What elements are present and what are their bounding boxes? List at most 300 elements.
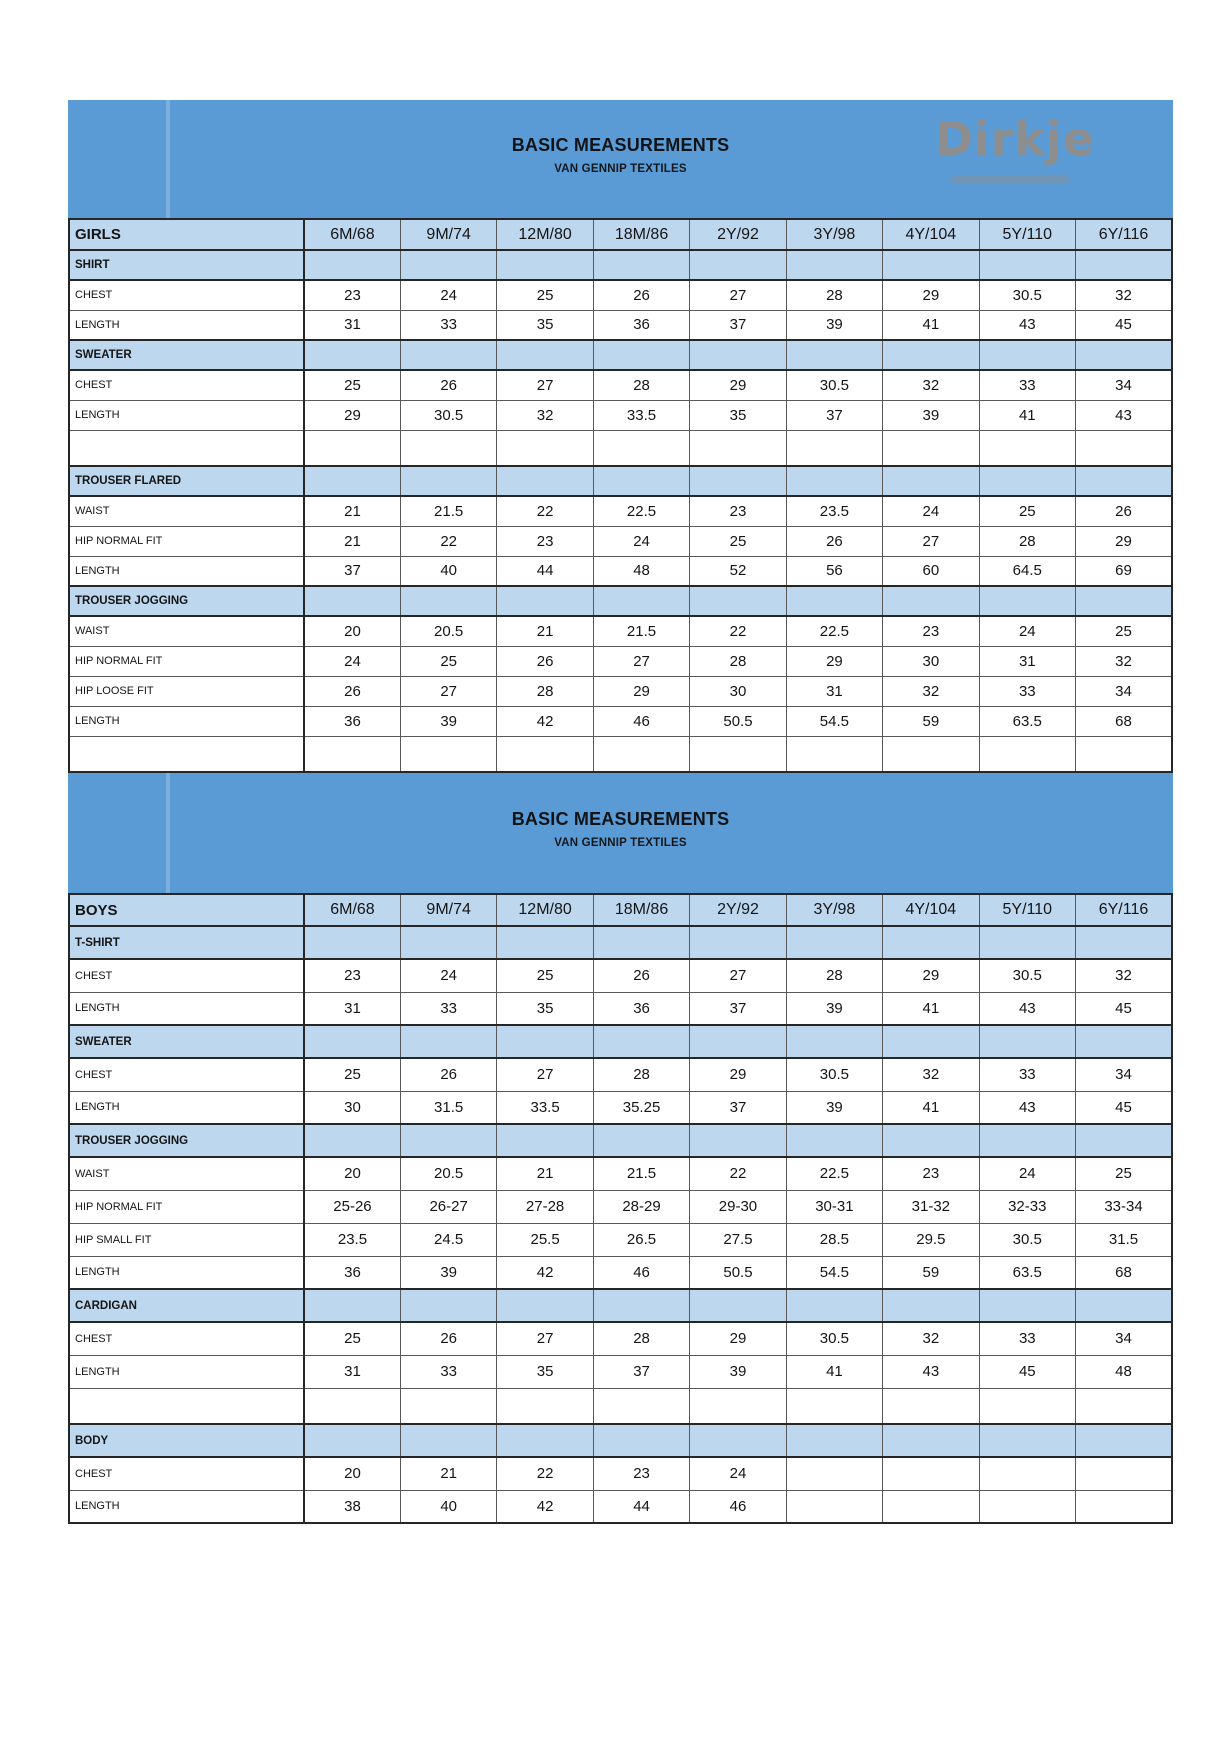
value-cell: 46: [690, 1490, 786, 1523]
table-row: [69, 496, 1172, 526]
table-row: [69, 1124, 1172, 1157]
value-cell: [400, 250, 496, 280]
value-cell: 36: [304, 706, 400, 736]
value-cell: 20.5: [400, 1157, 496, 1190]
value-cell: 28: [497, 676, 593, 706]
size-column-header: 18M/86: [593, 219, 689, 250]
value-cell: 35: [690, 400, 786, 430]
value-cell: [1076, 340, 1173, 370]
value-cell: [1076, 1457, 1173, 1490]
value-cell: 27.5: [690, 1223, 786, 1256]
value-cell: 28: [786, 280, 882, 310]
value-cell: [497, 1025, 593, 1058]
value-cell: [497, 340, 593, 370]
value-cell: 30: [690, 676, 786, 706]
value-cell: 30-31: [786, 1190, 882, 1223]
value-cell: 33: [979, 1058, 1075, 1091]
table-row: [69, 1388, 1172, 1424]
value-cell: [1076, 586, 1173, 616]
measurement-sheet: [68, 100, 1173, 1524]
value-cell: 24: [593, 526, 689, 556]
table-header-row: [69, 219, 1172, 250]
value-cell: [497, 1124, 593, 1157]
value-cell: 37: [304, 556, 400, 586]
value-cell: 23: [593, 1457, 689, 1490]
dirkje-logo: Dirkje: [934, 112, 1095, 166]
boys-size-table: [68, 893, 1173, 1524]
value-cell: [1076, 1424, 1173, 1457]
logo-tagline: [951, 176, 1069, 183]
table-row: [69, 646, 1172, 676]
value-cell: 26: [400, 1322, 496, 1355]
value-cell: [786, 926, 882, 959]
section-label: SWEATER: [69, 340, 304, 370]
value-cell: 33: [400, 310, 496, 340]
value-cell: [786, 736, 882, 772]
value-cell: 29: [786, 646, 882, 676]
table-row: [69, 1091, 1172, 1124]
row-label: CHEST: [69, 1058, 304, 1091]
value-cell: 33: [979, 370, 1075, 400]
value-cell: [593, 1424, 689, 1457]
banner-stripe: [166, 100, 170, 218]
value-cell: 33: [979, 676, 1075, 706]
size-column-header: 12M/80: [497, 894, 593, 926]
row-label: CHEST: [69, 1457, 304, 1490]
value-cell: 68: [1076, 1256, 1173, 1289]
section-label: TROUSER FLARED: [69, 466, 304, 496]
value-cell: 43: [979, 992, 1075, 1025]
value-cell: [786, 1457, 882, 1490]
value-cell: 33.5: [593, 400, 689, 430]
value-cell: 41: [786, 1355, 882, 1388]
value-cell: 26-27: [400, 1190, 496, 1223]
value-cell: 30.5: [786, 1322, 882, 1355]
banner-title: BASIC MEASUREMENTS: [511, 809, 730, 830]
value-cell: 37: [690, 310, 786, 340]
value-cell: 37: [786, 400, 882, 430]
row-label: CHEST: [69, 1322, 304, 1355]
value-cell: [304, 736, 400, 772]
section-label: CARDIGAN: [69, 1289, 304, 1322]
value-cell: 24: [883, 496, 979, 526]
value-cell: [786, 430, 882, 466]
value-cell: 25: [1076, 616, 1173, 646]
row-label: LENGTH: [69, 310, 304, 340]
value-cell: 29: [883, 959, 979, 992]
table-row: [69, 926, 1172, 959]
value-cell: [979, 736, 1075, 772]
row-label: WAIST: [69, 1157, 304, 1190]
value-cell: [400, 1124, 496, 1157]
value-cell: 31: [304, 992, 400, 1025]
value-cell: 21.5: [400, 496, 496, 526]
value-cell: 25: [497, 280, 593, 310]
value-cell: 22.5: [786, 616, 882, 646]
value-cell: 25: [979, 496, 1075, 526]
value-cell: 27: [690, 959, 786, 992]
table-row: [69, 1190, 1172, 1223]
table-row: [69, 1457, 1172, 1490]
value-cell: 29: [883, 280, 979, 310]
value-cell: 60: [883, 556, 979, 586]
value-cell: 29: [690, 1322, 786, 1355]
value-cell: 28: [593, 1322, 689, 1355]
size-column-header: 9M/74: [400, 894, 496, 926]
value-cell: 27: [690, 280, 786, 310]
value-cell: [593, 466, 689, 496]
row-label: LENGTH: [69, 1490, 304, 1523]
value-cell: [400, 430, 496, 466]
value-cell: 37: [593, 1355, 689, 1388]
value-cell: [400, 926, 496, 959]
value-cell: 26: [400, 1058, 496, 1091]
value-cell: 41: [883, 310, 979, 340]
value-cell: [304, 466, 400, 496]
size-column-header: 3Y/98: [786, 219, 882, 250]
value-cell: 56: [786, 556, 882, 586]
value-cell: 39: [883, 400, 979, 430]
value-cell: 32: [883, 676, 979, 706]
value-cell: 21: [400, 1457, 496, 1490]
value-cell: 44: [497, 556, 593, 586]
value-cell: 35.25: [593, 1091, 689, 1124]
value-cell: [304, 340, 400, 370]
value-cell: [690, 1388, 786, 1424]
value-cell: 25: [304, 1322, 400, 1355]
value-cell: 39: [690, 1355, 786, 1388]
value-cell: [497, 430, 593, 466]
value-cell: [883, 466, 979, 496]
group-header: BOYS: [69, 894, 304, 926]
value-cell: 28-29: [593, 1190, 689, 1223]
table-row: [69, 340, 1172, 370]
value-cell: 45: [979, 1355, 1075, 1388]
value-cell: [1076, 736, 1173, 772]
value-cell: [593, 430, 689, 466]
section-label: SWEATER: [69, 1025, 304, 1058]
value-cell: 37: [690, 1091, 786, 1124]
value-cell: [1076, 1388, 1173, 1424]
value-cell: 22: [497, 1457, 593, 1490]
value-cell: 31: [786, 676, 882, 706]
value-cell: 43: [1076, 400, 1173, 430]
value-cell: 69: [1076, 556, 1173, 586]
row-label: [69, 430, 304, 466]
value-cell: 64.5: [979, 556, 1075, 586]
value-cell: [400, 736, 496, 772]
value-cell: 30: [883, 646, 979, 676]
value-cell: 33.5: [497, 1091, 593, 1124]
value-cell: 24: [979, 616, 1075, 646]
value-cell: 29: [690, 1058, 786, 1091]
value-cell: 22: [690, 1157, 786, 1190]
value-cell: [883, 340, 979, 370]
value-cell: [400, 1424, 496, 1457]
value-cell: [1076, 1289, 1173, 1322]
value-cell: 28: [593, 370, 689, 400]
value-cell: [979, 1424, 1075, 1457]
row-label: WAIST: [69, 496, 304, 526]
value-cell: 68: [1076, 706, 1173, 736]
size-column-header: 12M/80: [497, 219, 593, 250]
table-row: [69, 310, 1172, 340]
table-row: [69, 1058, 1172, 1091]
value-cell: 36: [304, 1256, 400, 1289]
value-cell: 34: [1076, 676, 1173, 706]
value-cell: 43: [883, 1355, 979, 1388]
value-cell: 63.5: [979, 706, 1075, 736]
value-cell: 20: [304, 1157, 400, 1190]
row-label: LENGTH: [69, 1256, 304, 1289]
section-label: SHIRT: [69, 250, 304, 280]
value-cell: 27: [883, 526, 979, 556]
value-cell: [883, 250, 979, 280]
value-cell: 29: [304, 400, 400, 430]
row-label: WAIST: [69, 616, 304, 646]
value-cell: [593, 586, 689, 616]
value-cell: 27: [497, 1322, 593, 1355]
value-cell: [979, 1025, 1075, 1058]
value-cell: [883, 1388, 979, 1424]
value-cell: 52: [690, 556, 786, 586]
value-cell: [690, 586, 786, 616]
value-cell: 25: [690, 526, 786, 556]
table-row: [69, 280, 1172, 310]
row-label: LENGTH: [69, 992, 304, 1025]
table-row: [69, 1256, 1172, 1289]
value-cell: [400, 1289, 496, 1322]
value-cell: 29: [593, 676, 689, 706]
value-cell: 27: [497, 370, 593, 400]
value-cell: 26: [1076, 496, 1173, 526]
value-cell: [304, 1025, 400, 1058]
value-cell: [883, 736, 979, 772]
value-cell: 29: [1076, 526, 1173, 556]
value-cell: 25: [497, 959, 593, 992]
table-row: [69, 1289, 1172, 1322]
value-cell: 50.5: [690, 706, 786, 736]
value-cell: 29: [690, 370, 786, 400]
value-cell: 31-32: [883, 1190, 979, 1223]
value-cell: 48: [1076, 1355, 1173, 1388]
value-cell: 39: [400, 706, 496, 736]
size-column-header: 4Y/104: [883, 894, 979, 926]
value-cell: [883, 430, 979, 466]
value-cell: [690, 1025, 786, 1058]
row-label: [69, 1388, 304, 1424]
value-cell: 26: [304, 676, 400, 706]
value-cell: [593, 1388, 689, 1424]
value-cell: [400, 466, 496, 496]
table-row: [69, 1157, 1172, 1190]
value-cell: 39: [786, 310, 882, 340]
value-cell: 45: [1076, 992, 1173, 1025]
table-row: [69, 586, 1172, 616]
value-cell: [786, 340, 882, 370]
row-label: HIP SMALL FIT: [69, 1223, 304, 1256]
value-cell: [979, 1457, 1075, 1490]
table-row: [69, 556, 1172, 586]
value-cell: [690, 1124, 786, 1157]
value-cell: 23: [304, 959, 400, 992]
value-cell: 29.5: [883, 1223, 979, 1256]
row-label: LENGTH: [69, 706, 304, 736]
value-cell: [883, 1025, 979, 1058]
value-cell: 23: [883, 616, 979, 646]
value-cell: [883, 1490, 979, 1523]
value-cell: 29-30: [690, 1190, 786, 1223]
value-cell: [979, 1490, 1075, 1523]
table-row: [69, 1355, 1172, 1388]
value-cell: [979, 1388, 1075, 1424]
value-cell: 39: [786, 992, 882, 1025]
value-cell: [786, 1424, 882, 1457]
value-cell: 63.5: [979, 1256, 1075, 1289]
value-cell: 40: [400, 556, 496, 586]
value-cell: [1076, 430, 1173, 466]
value-cell: 30: [304, 1091, 400, 1124]
value-cell: 21: [497, 616, 593, 646]
value-cell: 35: [497, 992, 593, 1025]
value-cell: [786, 1025, 882, 1058]
value-cell: [497, 926, 593, 959]
value-cell: 22: [400, 526, 496, 556]
value-cell: [979, 466, 1075, 496]
value-cell: [690, 1424, 786, 1457]
value-cell: [497, 1289, 593, 1322]
size-column-header: 6M/68: [304, 894, 400, 926]
value-cell: [304, 1388, 400, 1424]
value-cell: [593, 1124, 689, 1157]
value-cell: [304, 250, 400, 280]
value-cell: 21: [304, 526, 400, 556]
value-cell: [400, 340, 496, 370]
value-cell: 46: [593, 706, 689, 736]
table-row: [69, 466, 1172, 496]
value-cell: [1076, 466, 1173, 496]
value-cell: 31: [979, 646, 1075, 676]
value-cell: [304, 586, 400, 616]
section-label: TROUSER JOGGING: [69, 1124, 304, 1157]
value-cell: [786, 1289, 882, 1322]
value-cell: 36: [593, 310, 689, 340]
value-cell: 21.5: [593, 1157, 689, 1190]
size-column-header: 3Y/98: [786, 894, 882, 926]
value-cell: 26: [400, 370, 496, 400]
value-cell: [1076, 926, 1173, 959]
value-cell: [979, 926, 1075, 959]
value-cell: [979, 1124, 1075, 1157]
value-cell: [593, 1025, 689, 1058]
value-cell: [979, 1289, 1075, 1322]
value-cell: [497, 1388, 593, 1424]
value-cell: 34: [1076, 1058, 1173, 1091]
row-label: CHEST: [69, 370, 304, 400]
value-cell: 32: [1076, 280, 1173, 310]
value-cell: 27: [593, 646, 689, 676]
table-row: [69, 400, 1172, 430]
value-cell: 23: [690, 496, 786, 526]
value-cell: 28: [786, 959, 882, 992]
girls-size-table: [68, 218, 1173, 773]
value-cell: 25.5: [497, 1223, 593, 1256]
value-cell: 54.5: [786, 706, 882, 736]
table-row: [69, 1223, 1172, 1256]
value-cell: [593, 340, 689, 370]
value-cell: 43: [979, 1091, 1075, 1124]
value-cell: 21.5: [593, 616, 689, 646]
value-cell: [304, 926, 400, 959]
value-cell: 24: [400, 959, 496, 992]
value-cell: 32: [883, 1058, 979, 1091]
value-cell: 27-28: [497, 1190, 593, 1223]
value-cell: [690, 736, 786, 772]
row-label: LENGTH: [69, 556, 304, 586]
value-cell: 31.5: [400, 1091, 496, 1124]
table-row: [69, 430, 1172, 466]
value-cell: [593, 1289, 689, 1322]
value-cell: 39: [786, 1091, 882, 1124]
size-column-header: 18M/86: [593, 894, 689, 926]
value-cell: 45: [1076, 1091, 1173, 1124]
value-cell: [786, 1490, 882, 1523]
value-cell: 24: [400, 280, 496, 310]
value-cell: 54.5: [786, 1256, 882, 1289]
value-cell: 31: [304, 1355, 400, 1388]
value-cell: [786, 1388, 882, 1424]
value-cell: [979, 586, 1075, 616]
value-cell: 26: [497, 646, 593, 676]
value-cell: 28: [979, 526, 1075, 556]
value-cell: 32: [883, 370, 979, 400]
value-cell: [497, 250, 593, 280]
value-cell: 34: [1076, 1322, 1173, 1355]
value-cell: [304, 430, 400, 466]
table-row: [69, 1025, 1172, 1058]
table-row: [69, 526, 1172, 556]
value-cell: 41: [883, 1091, 979, 1124]
value-cell: 26.5: [593, 1223, 689, 1256]
value-cell: [400, 586, 496, 616]
value-cell: 28: [690, 646, 786, 676]
table-row: [69, 736, 1172, 772]
group-header: GIRLS: [69, 219, 304, 250]
value-cell: [497, 736, 593, 772]
value-cell: 24: [690, 1457, 786, 1490]
value-cell: 24.5: [400, 1223, 496, 1256]
value-cell: [497, 1424, 593, 1457]
value-cell: 42: [497, 1256, 593, 1289]
table-row: [69, 370, 1172, 400]
value-cell: 30.5: [979, 1223, 1075, 1256]
table-row: [69, 250, 1172, 280]
row-label: CHEST: [69, 959, 304, 992]
value-cell: [1076, 1025, 1173, 1058]
table-row: [69, 1490, 1172, 1523]
value-cell: [883, 1289, 979, 1322]
value-cell: 33-34: [1076, 1190, 1173, 1223]
row-label: HIP NORMAL FIT: [69, 1190, 304, 1223]
value-cell: 31.5: [1076, 1223, 1173, 1256]
value-cell: 27: [400, 676, 496, 706]
row-label: HIP NORMAL FIT: [69, 646, 304, 676]
value-cell: 25: [1076, 1157, 1173, 1190]
section-label: T-SHIRT: [69, 926, 304, 959]
value-cell: 33: [400, 992, 496, 1025]
banner-stripe: [166, 773, 170, 893]
section-label: BODY: [69, 1424, 304, 1457]
